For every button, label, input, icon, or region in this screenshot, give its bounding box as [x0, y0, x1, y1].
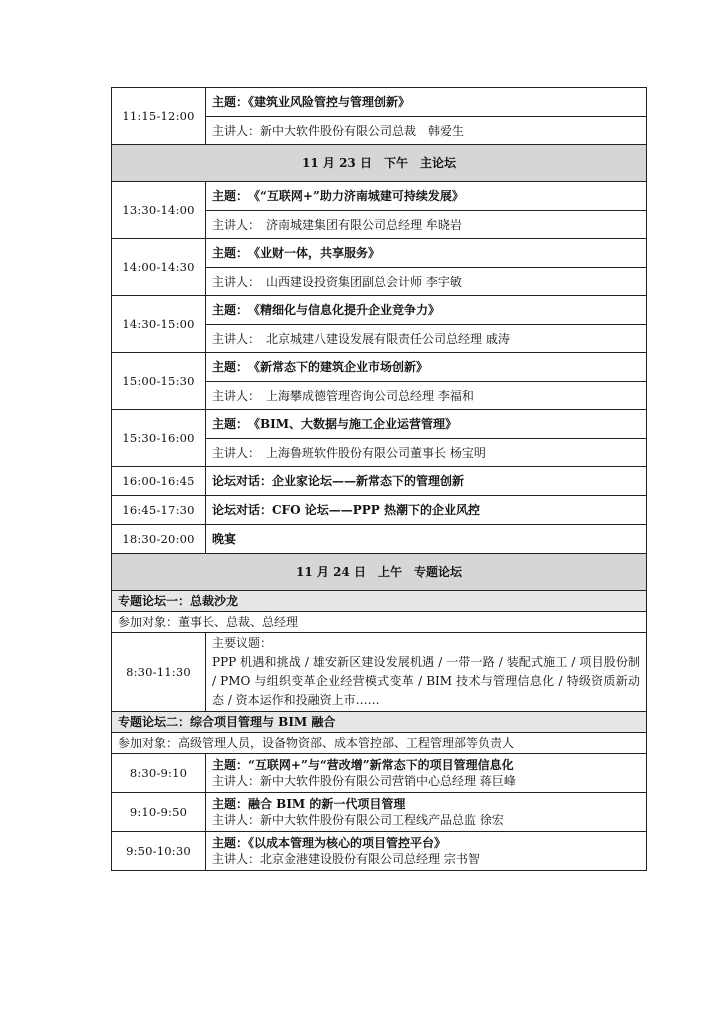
session-speaker: 主讲人： 上海鲁班软件股份有限公司董事长 杨宝明	[206, 439, 647, 467]
forum-title: 论坛对话：企业家论坛——新常态下的管理创新	[206, 467, 647, 496]
session-speaker: 主讲人： 济南城建集团有限公司总经理 牟晓岩	[206, 211, 647, 239]
session-cell	[206, 832, 647, 871]
session-time: 15:00-15:30	[112, 353, 206, 410]
session-topic: 主题： 《精细化与信息化提升企业竞争力》	[206, 296, 647, 325]
topic-forum-2-title: 专题论坛二：综合项目管理与 BIM 融合	[112, 712, 647, 733]
dinner-title: 晚宴	[206, 525, 647, 554]
session-time: 9:50-10:30	[112, 832, 206, 871]
topic-forum-1-issues	[206, 633, 647, 712]
session-speaker: 主讲人：新中大软件股份有限公司总裁 韩爱生	[206, 117, 647, 145]
session-speaker: 主讲人： 北京城建八建设发展有限责任公司总经理 戚涛	[206, 325, 647, 353]
session-topic: 主题：融合 BIM 的新一代项目管理	[212, 797, 406, 811]
session-speaker: 主讲人：新中大软件股份有限公司营销中心总经理 蒋巨峰	[212, 774, 516, 788]
session-time: 8:30-9:10	[112, 754, 206, 793]
agenda-table	[111, 87, 647, 871]
session-topic: 主题：“互联网+”与“营改增”新常态下的项目管理信息化	[212, 758, 514, 772]
section-header-nov24: 11 月 24 日 上午 专题论坛	[112, 554, 647, 591]
session-speaker: 主讲人： 山西建设投资集团副总会计师 李宇敏	[206, 268, 647, 296]
session-time: 14:30-15:00	[112, 296, 206, 353]
section-header-nov23: 11 月 23 日 下午 主论坛	[112, 145, 647, 182]
session-time: 9:10-9:50	[112, 793, 206, 832]
dinner-time: 18:30-20:00	[112, 525, 206, 554]
issues-text: PPP 机遇和挑战 / 雄安新区建设发展机遇 / 一带一路 / 装配式施工 / 项目股份制 / PMO 与组织变革企业经营模式变革 / BIM 技术与管理信息化 / 特级资质新动态 / 资本运作和投融资上市……	[212, 655, 640, 707]
forum-title: 论坛对话：CFO 论坛——PPP 热潮下的企业风控	[206, 496, 647, 525]
session-cell	[206, 793, 647, 832]
session-topic: 主题： 《业财一体，共享服务》	[206, 239, 647, 268]
forum-time: 16:45-17:30	[112, 496, 206, 525]
topic-forum-2-audience: 参加对象：高级管理人员，设备物资部、成本管控部、工程管理部等负责人	[112, 733, 647, 754]
session-topic: 主题： 《“互联网+”助力济南城建可持续发展》	[206, 182, 647, 211]
session-time: 11:15-12:00	[112, 88, 206, 145]
session-topic: 主题： 《新常态下的建筑企业市场创新》	[206, 353, 647, 382]
session-speaker: 主讲人： 上海攀成德管理咨询公司总经理 李福和	[206, 382, 647, 410]
issues-label: 主要议题：	[212, 636, 273, 650]
session-topic: 主题：《建筑业风险管控与管理创新》	[206, 88, 647, 117]
session-topic: 主题：《以成本管理为核心的项目管控平台》	[212, 836, 447, 850]
session-row	[112, 88, 647, 117]
topic-forum-1-title: 专题论坛一：总裁沙龙	[112, 591, 647, 612]
topic-forum-1-time: 8:30-11:30	[112, 633, 206, 712]
session-time: 15:30-16:00	[112, 410, 206, 467]
session-topic: 主题： 《BIM、大数据与施工企业运营管理》	[206, 410, 647, 439]
session-cell	[206, 754, 647, 793]
session-time: 14:00-14:30	[112, 239, 206, 296]
forum-time: 16:00-16:45	[112, 467, 206, 496]
session-time: 13:30-14:00	[112, 182, 206, 239]
topic-forum-1-audience: 参加对象：董事长、总裁、总经理	[112, 612, 647, 633]
session-speaker: 主讲人：新中大软件股份有限公司工程线产品总监 徐宏	[212, 813, 504, 827]
session-speaker: 主讲人：北京金港建设股份有限公司总经理 宗书智	[212, 852, 480, 866]
